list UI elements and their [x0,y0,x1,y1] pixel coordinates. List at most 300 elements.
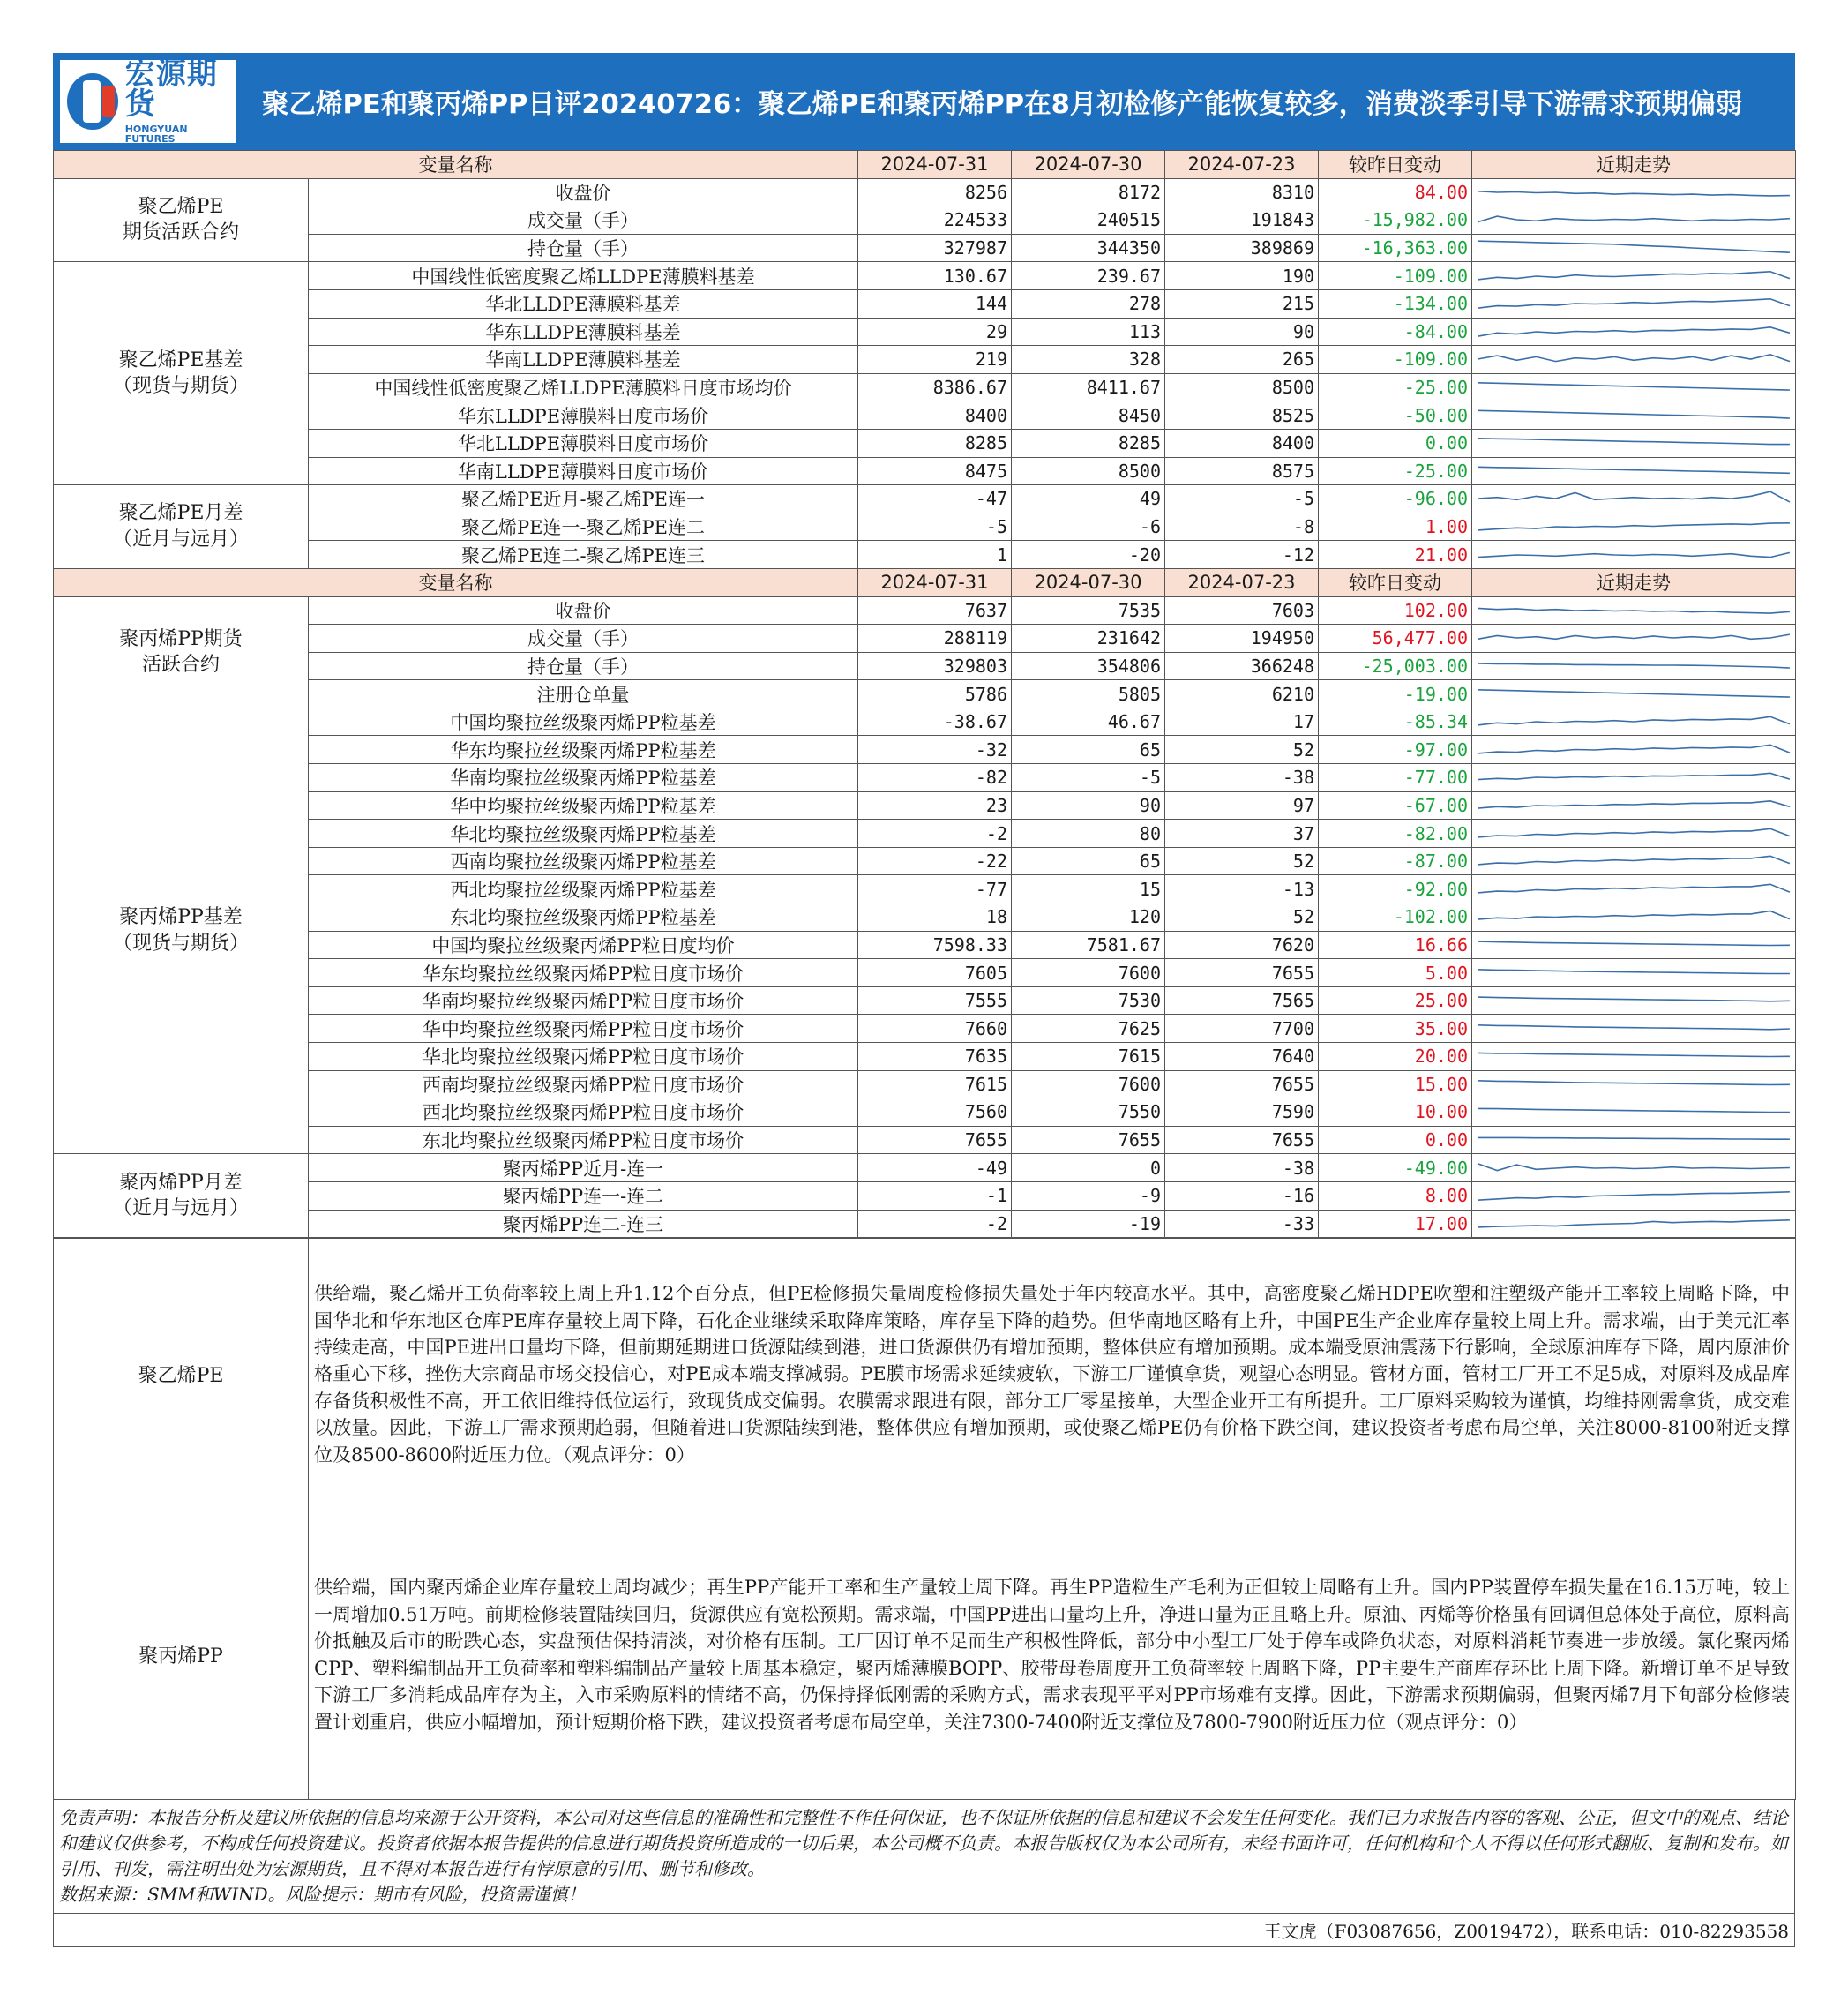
trend-line [1478,410,1790,418]
group-label: 聚乙烯PE月差 （近月与远月） [54,485,309,569]
trend-sparkline [1472,179,1795,206]
value-d1: 1 [858,541,1012,569]
daily-change: 56,477.00 [1319,625,1472,653]
value-d1: 219 [858,346,1012,374]
variable-name: 东北均聚拉丝级聚丙烯PP粒基差 [309,903,858,932]
daily-change: -50.00 [1319,401,1472,430]
daily-change: -102.00 [1319,903,1472,932]
value-d2: 7535 [1012,596,1165,625]
column-header-d1: 2024-07-31 [858,568,1012,596]
value-d1: -22 [858,847,1012,875]
value-d1: 7598.33 [858,931,1012,959]
trend-line [1478,1025,1790,1030]
trend-line [1478,241,1790,252]
trend-line [1478,271,1790,279]
trend-sparkline [1472,1098,1795,1125]
table-row [54,680,1796,708]
trend-cell [1472,1015,1796,1043]
trend-cell [1472,1154,1796,1182]
column-header-d2: 2024-07-30 [1012,568,1165,596]
trend-line [1478,552,1790,557]
trend-line [1478,299,1790,308]
trend-line [1478,523,1790,530]
report-title: 聚乙烯PE和聚丙烯PP日评20240726：聚乙烯PE和聚丙烯PP在8月初检修产能恢复较多，消费淡季引导下游需求预期偏弱 [262,89,1743,120]
table-row [54,847,1796,875]
trend-sparkline [1472,987,1795,1014]
table-row [54,986,1796,1015]
trend-cell [1472,178,1796,206]
value-d3: 7655 [1165,1126,1319,1154]
value-d1: 144 [858,289,1012,318]
value-d1: 8400 [858,401,1012,430]
daily-change: -97.00 [1319,736,1472,764]
trend-sparkline [1472,876,1795,903]
trend-line [1478,1109,1790,1113]
value-d2: 354806 [1012,652,1165,680]
column-header-variable: 变量名称 [54,568,858,596]
value-d1: 23 [858,791,1012,820]
trend-cell [1472,1043,1796,1071]
trend-cell [1472,986,1796,1015]
table-row [54,820,1796,848]
value-d2: 65 [1012,736,1165,764]
daily-change: -16,363.00 [1319,234,1472,262]
value-d3: -16 [1165,1181,1319,1210]
pp-header-row [54,568,1796,596]
column-header-change: 较昨日变动 [1319,151,1472,179]
group-label: 聚丙烯PP月差 （近月与远月） [54,1154,309,1238]
trend-cell [1472,1098,1796,1127]
variable-name: 西南均聚拉丝级聚丙烯PP粒日度市场价 [309,1070,858,1098]
value-d2: -9 [1012,1181,1165,1210]
trend-cell [1472,625,1796,653]
column-header-d1: 2024-07-31 [858,151,1012,179]
trend-sparkline [1472,737,1795,763]
value-d2: 80 [1012,820,1165,848]
commentary-text-pp: 供给端，国内聚丙烯企业库存量较上周均减少；再生PP产能开工率和生产量较上周下降。再生PP造粒生产毛利为正但较上周略有上升。国内PP装置停车损失量在16.15万吨，较上一周增加0.51万吨。前期检修装置陆续回归，货源供应有宽松预期。需求端，中国PP进出口量均上升，净进口量为正且略上升。原油、丙烯等价格虽有回调但总体处于高位，原料高价抵触及后市的盼跌心态，实盘预估保持清淡，对价格有压制。工厂因订单不足而生产积极性降低，部分中小型工厂处于停车或降负状态，对原料消耗节奏进一步放缓。氯化聚丙烯CPP、塑料编制品开工负荷率和塑料编制品产量较上周基本稳定，聚丙烯薄膜BOPP、胶带母卷周度开工负荷率较上周略下降，PP主要生产商库存环比上周下降。新增订单不足导致下游工厂多消耗成品库存为主，入市采购原料的情绪不高，仍保持择低刚需的采购方式，需求表现平平对PP市场难有支撑。因此，下游需求预期偏弱，但聚丙烯7月下旬部分检修装置计划重启，供应小幅增加，预计短期价格下跌，建议投资者考虑布局空单，关注7300-7400附近支撑位及7800-7900附近压力位（观点评分：0） [309,1510,1796,1800]
trend-line [1478,634,1790,639]
trend-line [1478,911,1790,920]
daily-change: 0.00 [1319,429,1472,457]
value-d3: 90 [1165,318,1319,346]
table-row [54,1015,1796,1043]
trend-sparkline [1472,513,1795,540]
variable-name: 西北均聚拉丝级聚丙烯PP粒基差 [309,875,858,903]
variable-name: 注册仓单量 [309,680,858,708]
trend-line [1478,439,1790,445]
trend-line [1478,1163,1790,1170]
value-d3: -33 [1165,1210,1319,1238]
variable-name: 华南LLDPE薄膜料基差 [309,346,858,374]
trend-line [1478,327,1790,336]
daily-change: 1.00 [1319,513,1472,541]
daily-change: -25.00 [1319,373,1472,401]
trend-cell [1472,429,1796,457]
table-row [54,289,1796,318]
trend-cell [1472,736,1796,764]
trend-sparkline [1472,1211,1795,1237]
pe-header-row [54,151,1796,179]
value-d2: 8500 [1012,457,1165,485]
trend-cell [1472,820,1796,848]
trend-line [1478,689,1790,696]
trend-cell [1472,206,1796,235]
table-row [54,596,1796,625]
table-row [54,541,1796,569]
variable-name: 成交量（手） [309,625,858,653]
column-header-variable: 变量名称 [54,151,858,179]
commentary-row-pp [54,1510,1796,1800]
commentary-text-pe: 供给端，聚乙烯开工负荷率较上周上升1.12个百分点，但PE检修损失量周度检修损失量处于年内较高水平。其中，高密度聚乙烯HDPE吹塑和注塑级产能开工率较上周略下降，中国华北和华东地区仓库PE库存量较上周下降，石化企业继续采取降库策略，库存呈下降的趋势。但华南地区略有上升，中国PE生产企业库存量较上周上升。需求端，由于美元汇率持续走高，中国PE进出口量均下降，但前期延期进口货源陆续到港，进口货源供仍有增加预期，整体供应有增加预期。成本端受原油震荡下行影响，全球原油库存下降，周内原油价格重心下移，挫伤大宗商品市场交投信心，对PE成本端支撑减弱。PE膜市场需求延续疲软，下游工厂谨慎拿货，观望心态明显。管材方面，管材工厂开工不足5成，对原料及成品库存备货积极性不高，开工依旧维持低位运行，致现货成交偏弱。农膜需求跟进有限，部分工厂零星接单，大型企业开工有所提升。工厂原料采购较为谨慎，均维持刚需拿货，成交难以放量。因此，下游工厂需求预期趋弱，但随着进口货源陆续到港，整体供应有增加预期，或使聚乙烯PE仍有价格下跌空间，建议投资者考虑布局空单，关注8000-8100附近支撑位及8500-8600附近压力位。（观点评分：0） [309,1239,1796,1510]
trend-sparkline [1472,764,1795,791]
trend-line [1478,1192,1790,1200]
trend-cell [1472,346,1796,374]
value-d2: 8172 [1012,178,1165,206]
value-d2: 328 [1012,346,1165,374]
value-d3: 366248 [1165,652,1319,680]
trend-cell [1472,596,1796,625]
column-header-d3: 2024-07-23 [1165,568,1319,596]
variable-name: 东北均聚拉丝级聚丙烯PP粒日度市场价 [309,1126,858,1154]
trend-line [1478,467,1790,473]
variable-name: 华南均聚拉丝级聚丙烯PP粒日度市场价 [309,986,858,1015]
trend-cell [1472,764,1796,792]
variable-name: 西南均聚拉丝级聚丙烯PP粒基差 [309,847,858,875]
group-label: 聚乙烯PE 期货活跃合约 [54,178,309,262]
value-d2: 65 [1012,847,1165,875]
trend-sparkline [1472,319,1795,345]
variable-name: 华北均聚拉丝级聚丙烯PP粒日度市场价 [309,1043,858,1071]
trend-sparkline [1472,1016,1795,1042]
value-d1: 7637 [858,596,1012,625]
trend-line [1478,716,1790,725]
table-row [54,429,1796,457]
disclaimer-text: 免责声明：本报告分析及建议所依据的信息均来源于公开资料，本公司对这些信息的准确性和完整性不作任何保证，也不保证所依据的信息和建议不会发生任何变化。我们已力求报告内容的客观、公正，但文中的观点、结论和建议仅供参考，不构成任何投资建议。投资者依据本报告提供的信息进行期货投资所造成的一切后果，本公司概不负责。本报告版权仅为本公司所有，未经书面许可，任何机构和个人不得以任何形式翻版、复制和发布。如引用、刊发，需注明出处为宏源期货，且不得对本报告进行有悖原意的引用、删节和修改。 [59,1807,1788,1880]
daily-change: 16.66 [1319,931,1472,959]
variable-name: 华北LLDPE薄膜料日度市场价 [309,429,858,457]
logo-mark-icon [67,73,118,130]
trend-cell [1472,318,1796,346]
trend-cell [1472,931,1796,959]
value-d1: 29 [858,318,1012,346]
table-row [54,318,1796,346]
disclaimer-block [53,1800,1795,1914]
variable-name: 中国均聚拉丝级聚丙烯PP粒基差 [309,708,858,736]
trend-line [1478,884,1790,893]
value-d1: 130.67 [858,262,1012,290]
value-d1: -2 [858,1210,1012,1238]
trend-sparkline [1472,792,1795,819]
daily-change: -85.34 [1319,708,1472,736]
daily-change: 35.00 [1319,1015,1472,1043]
variable-name: 西北均聚拉丝级聚丙烯PP粒日度市场价 [309,1098,858,1127]
value-d3: 7603 [1165,596,1319,625]
company-logo [60,56,236,145]
value-d3: 7655 [1165,1070,1319,1098]
column-header-trend: 近期走势 [1472,151,1796,179]
daily-change: 25.00 [1319,986,1472,1015]
variable-name: 成交量（手） [309,206,858,235]
daily-change: -77.00 [1319,764,1472,792]
variable-name: 收盘价 [309,596,858,625]
trend-cell [1472,234,1796,262]
value-d2: 7625 [1012,1015,1165,1043]
variable-name: 华南LLDPE薄膜料日度市场价 [309,457,858,485]
table-row [54,1070,1796,1098]
table-row [54,959,1796,987]
value-d1: 8285 [858,429,1012,457]
table-row [54,485,1796,513]
value-d3: -5 [1165,485,1319,513]
value-d2: 7655 [1012,1126,1165,1154]
table-row [54,1181,1796,1210]
value-d3: 8575 [1165,457,1319,485]
trend-cell [1472,847,1796,875]
group-label: 聚丙烯PP期货 活跃合约 [54,596,309,708]
trend-sparkline [1472,960,1795,986]
trend-sparkline [1472,653,1795,679]
column-header-d3: 2024-07-23 [1165,151,1319,179]
value-d1: -38.67 [858,708,1012,736]
table-row [54,1126,1796,1154]
value-d1: -5 [858,513,1012,541]
value-d2: 8411.67 [1012,373,1165,401]
table-row [54,625,1796,653]
trend-line [1478,801,1790,808]
value-d1: -47 [858,485,1012,513]
value-d3: 6210 [1165,680,1319,708]
table-row [54,1210,1796,1238]
value-d2: 7600 [1012,1070,1165,1098]
value-d1: 7615 [858,1070,1012,1098]
trend-cell [1472,903,1796,932]
value-d3: 215 [1165,289,1319,318]
value-d1: 18 [858,903,1012,932]
value-d2: 344350 [1012,234,1165,262]
value-d1: 7555 [858,986,1012,1015]
daily-change: -25,003.00 [1319,652,1472,680]
value-d2: 8450 [1012,401,1165,430]
trend-cell [1472,1210,1796,1238]
value-d3: 97 [1165,791,1319,820]
trend-sparkline [1472,821,1795,847]
value-d3: 7655 [1165,959,1319,987]
trend-cell [1472,373,1796,401]
value-d3: 389869 [1165,234,1319,262]
trend-line [1478,217,1790,223]
trend-sparkline [1472,681,1795,708]
trend-line [1478,745,1790,753]
trend-cell [1472,401,1796,430]
daily-change: 20.00 [1319,1043,1472,1071]
variable-name: 聚乙烯PE近月-聚乙烯PE连一 [309,485,858,513]
trend-line [1478,663,1790,668]
value-d1: 7635 [858,1043,1012,1071]
value-d3: 17 [1165,708,1319,736]
value-d3: 37 [1165,820,1319,848]
value-d2: 278 [1012,289,1165,318]
report-banner [53,53,1795,150]
value-d3: 190 [1165,262,1319,290]
column-header-d2: 2024-07-30 [1012,151,1165,179]
daily-change: -87.00 [1319,847,1472,875]
table-row [54,373,1796,401]
trend-line [1478,383,1790,390]
table-row [54,1154,1796,1182]
value-d1: 8475 [858,457,1012,485]
value-d2: -6 [1012,513,1165,541]
value-d2: 7615 [1012,1043,1165,1071]
trend-sparkline [1472,1127,1795,1153]
trend-line [1478,492,1790,503]
trend-line [1478,997,1790,1001]
daily-change: -67.00 [1319,791,1472,820]
value-d1: 224533 [858,206,1012,235]
trend-line [1478,608,1790,613]
daily-change: -25.00 [1319,457,1472,485]
value-d1: 329803 [858,652,1012,680]
trend-cell [1472,652,1796,680]
trend-line [1478,191,1790,196]
value-d2: 7530 [1012,986,1165,1015]
value-d1: -1 [858,1181,1012,1210]
variable-name: 华东LLDPE薄膜料日度市场价 [309,401,858,430]
value-d2: 7600 [1012,959,1165,987]
value-d3: -13 [1165,875,1319,903]
trend-sparkline [1472,235,1795,261]
daily-change: -15,982.00 [1319,206,1472,235]
value-d1: 7655 [858,1126,1012,1154]
group-label: 聚乙烯PE基差 （现货与期货） [54,262,309,485]
trend-cell [1472,1181,1796,1210]
value-d1: -82 [858,764,1012,792]
report-sheet [53,53,1795,1947]
value-d2: 231642 [1012,625,1165,653]
variable-name: 华中均聚拉丝级聚丙烯PP粒日度市场价 [309,1015,858,1043]
value-d2: 5805 [1012,680,1165,708]
daily-change: 15.00 [1319,1070,1472,1098]
table-row [54,791,1796,820]
value-d3: 7565 [1165,986,1319,1015]
trend-line [1478,828,1790,837]
pp-section [54,568,1796,1237]
trend-sparkline [1472,290,1795,317]
commentary-label-pp: 聚丙烯PP [54,1510,309,1800]
trend-cell [1472,1126,1796,1154]
daily-change: -84.00 [1319,318,1472,346]
value-d2: 239.67 [1012,262,1165,290]
trend-sparkline [1472,485,1795,512]
commentary-row-pe [54,1239,1796,1510]
trend-sparkline [1472,542,1795,568]
author-contact: 王文虎（F03087656，Z0019472），联系电话：010-82293558 [53,1914,1795,1947]
daily-change: -96.00 [1319,485,1472,513]
data-table [53,150,1796,1238]
data-source-text: 数据来源：SMM和WIND。风险提示：期市有风险，投资需谨慎！ [59,1884,586,1906]
value-d3: 8500 [1165,373,1319,401]
value-d3: 265 [1165,346,1319,374]
trend-sparkline [1472,402,1795,429]
trend-line [1478,1053,1790,1057]
trend-sparkline [1472,430,1795,456]
value-d3: 191843 [1165,206,1319,235]
trend-cell [1472,1070,1796,1098]
trend-sparkline [1472,848,1795,874]
value-d1: -32 [858,736,1012,764]
value-d3: 7590 [1165,1098,1319,1127]
table-row [54,513,1796,541]
value-d3: 8525 [1165,401,1319,430]
trend-cell [1472,708,1796,736]
trend-line [1478,856,1790,865]
value-d2: 46.67 [1012,708,1165,736]
daily-change: -109.00 [1319,262,1472,290]
daily-change: 10.00 [1319,1098,1472,1127]
trend-sparkline [1472,206,1795,233]
pe-section [54,151,1796,569]
variable-name: 聚乙烯PE连一-聚乙烯PE连二 [309,513,858,541]
variable-name: 聚乙烯PE连二-聚乙烯PE连三 [309,541,858,569]
trend-cell [1472,513,1796,541]
variable-name: 中国均聚拉丝级聚丙烯PP粒日度均价 [309,931,858,959]
variable-name: 中国线性低密度聚乙烯LLDPE薄膜料日度市场均价 [309,373,858,401]
value-d2: 240515 [1012,206,1165,235]
trend-line [1478,941,1790,945]
value-d2: 8285 [1012,429,1165,457]
value-d2: 113 [1012,318,1165,346]
variable-name: 华南均聚拉丝级聚丙烯PP粒基差 [309,764,858,792]
trend-sparkline [1472,1155,1795,1181]
daily-change: 17.00 [1319,1210,1472,1238]
variable-name: 华东LLDPE薄膜料基差 [309,318,858,346]
variable-name: 华中均聚拉丝级聚丙烯PP粒基差 [309,791,858,820]
value-d2: -5 [1012,764,1165,792]
value-d2: 7581.67 [1012,931,1165,959]
trend-sparkline [1472,1182,1795,1209]
daily-change: 21.00 [1319,541,1472,569]
commentary-table [53,1238,1796,1800]
variable-name: 聚丙烯PP连一-连二 [309,1181,858,1210]
value-d3: 194950 [1165,625,1319,653]
table-row [54,401,1796,430]
value-d1: 8386.67 [858,373,1012,401]
daily-change: -92.00 [1319,875,1472,903]
variable-name: 华东均聚拉丝级聚丙烯PP粒基差 [309,736,858,764]
trend-cell [1472,541,1796,569]
trend-sparkline [1472,625,1795,651]
table-row [54,764,1796,792]
value-d2: 15 [1012,875,1165,903]
value-d2: 120 [1012,903,1165,932]
daily-change: -134.00 [1319,289,1472,318]
trend-cell [1472,875,1796,903]
trend-sparkline [1472,932,1795,958]
trend-sparkline [1472,1071,1795,1098]
variable-name: 华北LLDPE薄膜料基差 [309,289,858,318]
logo-name-en: HONGYUAN FUTURES [124,124,188,145]
trend-sparkline [1472,374,1795,401]
value-d3: 8310 [1165,178,1319,206]
value-d2: -19 [1012,1210,1165,1238]
table-row [54,652,1796,680]
value-d2: -20 [1012,541,1165,569]
value-d1: -49 [858,1154,1012,1182]
variable-name: 持仓量（手） [309,652,858,680]
value-d3: 7620 [1165,931,1319,959]
value-d3: 7640 [1165,1043,1319,1071]
trend-sparkline [1472,1043,1795,1069]
commentary-label-pe: 聚乙烯PE [54,1239,309,1510]
